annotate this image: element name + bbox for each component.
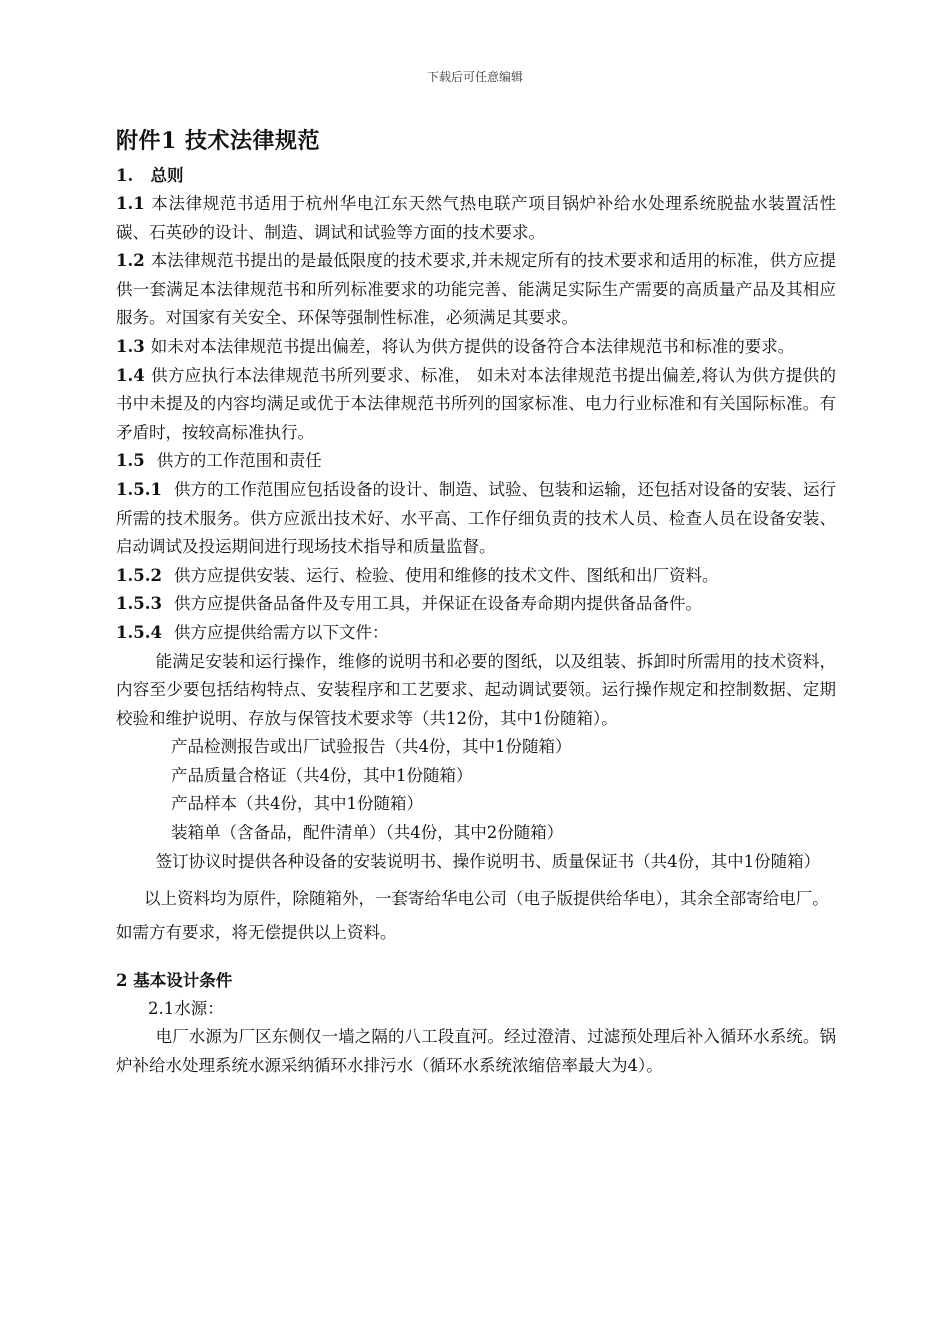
paragraph-1-1-number: 1.1 — [116, 194, 145, 213]
paragraph-1-2-text: 本法律规范书提出的是最低限度的技术要求,并未规定所有的技术要求和适用的标准，供方应提供一套满足本法律规范书和所列标准要求的功能完善、能满足实际生产需要的高质量产品及其相应服务。对国家有关安全、环保等强制性标准，必须满足其要求。 — [116, 251, 836, 328]
closing-paragraph: 以上资料均为原件，除随箱外，一套寄给华电公司（电子版提供给华电），其余全部寄给电厂。如需方有要求，将无偿提供以上资料。 — [116, 889, 829, 943]
document-list-item: 装箱单（含备品，配件清单）（共4份，其中2份随箱） — [171, 823, 564, 843]
paragraph-1-2-number: 1.2 — [116, 251, 145, 271]
paragraph-1-5-2 — [116, 562, 836, 591]
paragraph-1-5-number: 1.5 — [116, 451, 145, 471]
water-source-paragraph: 电厂水源为厂区东侧仅一墙之隔的八工段直河。经过澄清、过滤预处理后补入循环水系统。锅炉补给水处理系统水源采纳循环水排污水（循环水系统浓缩倍率最大为4）。 — [116, 1027, 836, 1075]
document-title: 附件1 技术法律规范 — [116, 128, 320, 154]
document-list-item: 签订协议时提供各种设备的安装说明书、操作说明书、质量保证书（共4份，其中1份随箱） — [155, 851, 821, 871]
paragraph-1-5-3-text: 供方应提供备品备件及专用工具，并保证在设备寿命期内提供备品备件。 — [173, 594, 702, 614]
paragraph-1-5-3-number: 1.5.3 — [116, 594, 162, 614]
document-list-item: 产品质量合格证（共4份，其中1份随箱） — [171, 765, 473, 785]
section-1-heading — [116, 162, 836, 190]
paragraph-1-5-4-number: 1.5.4 — [116, 622, 162, 642]
paragraph-1-4-text: 供方应执行本法律规范书所列要求、标准， 如未对本法律规范书提出偏差,将认为供方提供的书中未提及的内容均满足或优于本法律规范书所列的国家标准、电力行业标准和有关国际标准。有矛盾时，按较高标准执行。 — [116, 365, 836, 442]
paragraph-1-5-2-number: 1.5.2 — [116, 565, 162, 585]
paragraph-1-5-4 — [116, 619, 836, 648]
paragraph-1-5-4-text: 供方应提供给需方以下文件： — [173, 622, 389, 642]
paragraph-1-5-1-number: 1.5.1 — [116, 479, 162, 499]
paragraph-1-4-number: 1.4 — [116, 365, 145, 385]
paragraph-1-3 — [116, 333, 836, 362]
document-list-item: 产品检测报告或出厂试验报告（共4份，其中1份随箱） — [171, 737, 572, 757]
header-note: 下载后可任意编辑 — [426, 70, 523, 84]
paragraph-1-5-text: 供方的工作范围和责任 — [156, 451, 322, 471]
paragraph-1-1 — [116, 190, 836, 247]
paragraph-1-5-1 — [116, 476, 836, 562]
paragraph-1-2 — [116, 247, 836, 333]
paragraph-1-4 — [116, 362, 836, 448]
paragraph-1-5-2-text: 供方应提供安装、运行、检验、使用和维修的技术文件、图纸和出厂资料。 — [173, 565, 719, 585]
document-list-item: 产品样本（共4份，其中1份随箱） — [171, 794, 423, 814]
paragraph-1-5 — [116, 447, 836, 476]
paragraph-1-5-3 — [116, 590, 836, 619]
document-body — [116, 124, 836, 1081]
subsection-2-1-title: 水源： — [174, 998, 224, 1018]
subsection-2-1-number: 2.1 — [148, 998, 175, 1018]
section-1-number: 1. — [116, 166, 134, 185]
section-1-title: 总则 — [150, 166, 184, 185]
paragraph-1-1-text: 本法律规范书适用于杭州华电江东天然气热电联产项目锅炉补给水处理系统脱盐水装置活性碳、石英砂的设计、制造、调试和试验等方面的技术要求。 — [116, 194, 836, 242]
subsection-2-1 — [116, 995, 836, 1024]
paragraph-1-3-number: 1.3 — [116, 336, 145, 356]
section-2-heading: 2 基本设计条件 — [116, 970, 233, 990]
paragraph-1-5-1-text: 供方的工作范围应包括设备的设计、制造、试验、包装和运输，还包括对设备的安装、运行所需的技术服务。供方应派出技术好、水平高、工作仔细负责的技术人员、检查人员在设备安装、启动调试及投运期间进行现场技术指导和质量监督。 — [116, 479, 836, 557]
paragraph-1-3-text: 如未对本法律规范书提出偏差，将认为供方提供的设备符合本法律规范书和标准的要求。 — [150, 336, 795, 356]
document-list-item: 能满足安装和运行操作，维修的说明书和必要的图纸，以及组装、拆卸时所需用的技术资料，内容至少要包括结构特点、安装程序和工艺要求、起动调试要领。运行操作规定和控制数据、定期校验和维护说明、存放与保管技术要求等（共12份，其中1份随箱）。 — [116, 651, 836, 728]
